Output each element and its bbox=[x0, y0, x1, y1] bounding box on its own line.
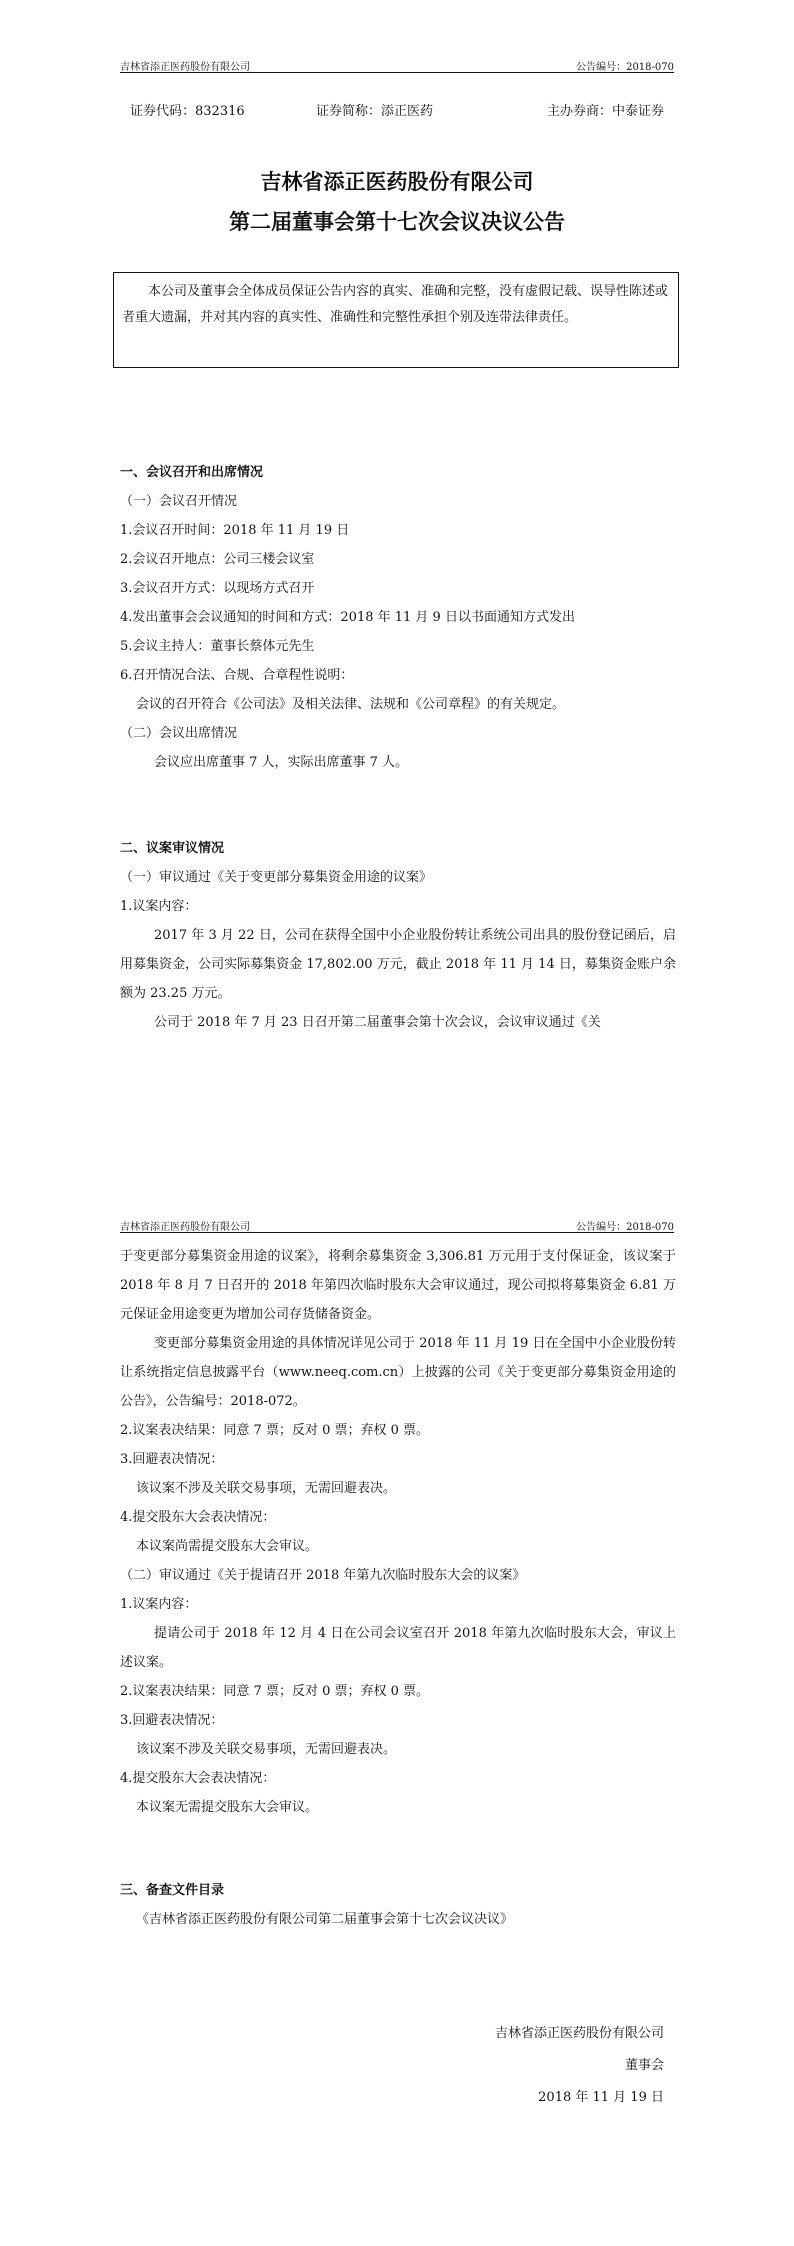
meeting-legality-label: 6.召开情况合法、合规、合章程性说明： bbox=[120, 668, 354, 683]
motion-2-content-label: 1.议案内容： bbox=[120, 1597, 198, 1612]
meeting-host: 5.会议主持人：董事长蔡体元先生 bbox=[120, 639, 315, 654]
signature-company: 吉林省添正医药股份有限公司 bbox=[494, 2026, 664, 2041]
meeting-time: 1.会议召开时间：2018 年 11 月 19 日 bbox=[120, 523, 350, 538]
security-abbr: 证券简称：添正医药 bbox=[316, 104, 434, 119]
motion-1-paragraph-1: 2017 年 3 月 22 日，公司在获得全国中小企业股份转让系统公司出具的股份登记函后，启用募集资金，公司实际募集资金 17,802.00 万元，截止 2018 年 11 月 14 日，募集资金账户余额为 23.25 万元。 bbox=[120, 928, 676, 1001]
section-1-sub-2: （二）会议出席情况 bbox=[120, 726, 238, 741]
header-company: 吉林省添正医药股份有限公司 bbox=[120, 1222, 250, 1233]
section-1-title: 一、会议召开和出席情况 bbox=[120, 465, 264, 480]
section-1 bbox=[120, 458, 676, 777]
header-notice-no: 公告编号：2018-070 bbox=[576, 62, 674, 73]
section-3-title: 三、备查文件目录 bbox=[120, 1883, 225, 1898]
meeting-legality: 会议的召开符合《公司法》及相关法律、法规和《公司章程》的有关规定。 bbox=[136, 697, 566, 712]
section-2-part-2 bbox=[120, 1242, 676, 1822]
motion-1-paragraph-2-start: 公司于 2018 年 7 月 23 日召开第二届董事会第十次会议，会议审议通过《关 bbox=[154, 1015, 601, 1030]
motion-2-submit-label: 4.提交股东大会表决情况： bbox=[120, 1771, 276, 1786]
motion-1-paragraph-2-cont: 于变更部分募集资金用途的议案》，将剩余募集资金 3,306.81 万元用于支付保证金，该议案于 2018 年 8 月 7 日召开的 2018 年第四次临时股东大会审议通过，现公司拟将募集资金 6.81 万元保证金用途变更为增加公司存货储备资金。 bbox=[120, 1249, 676, 1322]
header-company: 吉林省添正医药股份有限公司 bbox=[120, 62, 250, 73]
reference-document: 《吉林省添正医药股份有限公司第二届董事会第十七次会议决议》 bbox=[136, 1912, 514, 1927]
page-header-2 bbox=[120, 1218, 674, 1233]
motion-1-paragraph-3: 变更部分募集资金用途的具体情况详见公司于 2018 年 11 月 19 日在全国中小企业股份转让系统指定信息披露平台（www.neeq.com.cn）上披露的公司《关于变更部分募集资金用途的公告》，公告编号：2018-072。 bbox=[120, 1336, 676, 1409]
title-company: 吉林省添正医药股份有限公司 bbox=[260, 170, 534, 194]
page-2 bbox=[0, 1160, 794, 2246]
motion-1-submit: 本议案尚需提交股东大会审议。 bbox=[136, 1539, 319, 1554]
motion-1-content-label: 1.议案内容： bbox=[120, 899, 198, 914]
meeting-place: 2.会议召开地点：公司三楼会议室 bbox=[120, 552, 315, 567]
motion-2-avoid-label: 3.回避表决情况： bbox=[120, 1713, 224, 1728]
disclaimer-box: 本公司及董事会全体成员保证公告内容的真实、准确和完整，没有虚假记载、误导性陈述或者重大遗漏，并对其内容的真实性、准确性和完整性承担个别及连带法律责任。 bbox=[113, 272, 679, 368]
motion-1-avoid: 该议案不涉及关联交易事项，无需回避表决。 bbox=[136, 1481, 397, 1496]
meeting-notice: 4.发出董事会会议通知的时间和方式：2018 年 11 月 9 日以书面通知方式发出 bbox=[120, 610, 575, 625]
motion-2-title: （二）审议通过《关于提请召开 2018 年第九次临时股东大会的议案》 bbox=[120, 1568, 526, 1583]
motion-1-submit-label: 4.提交股东大会表决情况： bbox=[120, 1510, 276, 1525]
motion-2-paragraph: 提请公司于 2018 年 12 月 4 日在公司会议室召开 2018 年第九次临时股东大会，审议上述议案。 bbox=[120, 1626, 676, 1670]
signature-block bbox=[495, 2018, 664, 2114]
sponsor-broker: 主办券商：中泰证券 bbox=[546, 104, 664, 119]
motion-1-avoid-label: 3.回避表决情况： bbox=[120, 1452, 224, 1467]
section-3 bbox=[120, 1876, 676, 1934]
section-2-title: 二、议案审议情况 bbox=[120, 841, 225, 856]
motion-2-vote: 2.议案表决结果：同意 7 票；反对 0 票；弃权 0 票。 bbox=[120, 1684, 430, 1699]
meeting-method: 3.会议召开方式：以现场方式召开 bbox=[120, 581, 315, 596]
section-2-part-1 bbox=[120, 834, 676, 1037]
page-header bbox=[120, 58, 674, 73]
motion-1-vote: 2.议案表决结果：同意 7 票；反对 0 票；弃权 0 票。 bbox=[120, 1423, 430, 1438]
title-announcement: 第二届董事会第十七次会议决议公告 bbox=[229, 210, 565, 234]
security-code: 证券代码：832316 bbox=[130, 104, 245, 119]
attendance: 会议应出席董事 7 人，实际出席董事 7 人。 bbox=[154, 755, 409, 770]
signature-board: 董事会 bbox=[624, 2058, 664, 2073]
motion-2-submit: 本议案无需提交股东大会审议。 bbox=[136, 1800, 319, 1815]
header-notice-no: 公告编号：2018-070 bbox=[576, 1222, 674, 1233]
motion-1-title: （一）审议通过《关于变更部分募集资金用途的议案》 bbox=[120, 870, 433, 885]
section-1-sub-1: （一）会议召开情况 bbox=[120, 494, 238, 509]
signature-date: 2018 年 11 月 19 日 bbox=[538, 2090, 664, 2105]
motion-2-avoid: 该议案不涉及关联交易事项，无需回避表决。 bbox=[136, 1742, 397, 1757]
